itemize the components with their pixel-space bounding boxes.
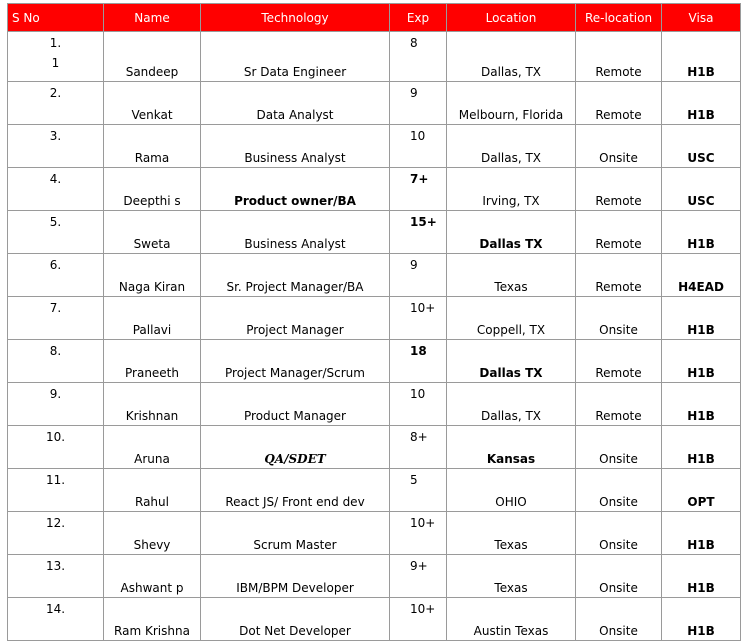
table-row [8, 383, 741, 426]
table-row [8, 125, 741, 168]
cell-name: Rahul [104, 469, 201, 512]
cell-name: Ashwant p [104, 555, 201, 598]
cell-location: Kansas [447, 426, 576, 469]
cell-exp: 5 [390, 469, 447, 512]
cell-visa: USC [662, 168, 741, 211]
cell-relocation: Onsite [576, 125, 662, 168]
header-exp: Exp [390, 4, 447, 32]
cell-name: Sweta [104, 211, 201, 254]
cell-sno: 8. [8, 340, 104, 383]
cell-relocation: Remote [576, 383, 662, 426]
cell-technology: Business Analyst [201, 125, 390, 168]
cell-location: Texas [447, 555, 576, 598]
cell-location: Austin Texas [447, 598, 576, 641]
cell-technology: Dot Net Developer [201, 598, 390, 641]
cell-name: Praneeth [104, 340, 201, 383]
cell-sno: 13. [8, 555, 104, 598]
cell-sno: 11. [8, 469, 104, 512]
cell-exp: 9 [390, 82, 447, 125]
cell-sno: 9. [8, 383, 104, 426]
cell-location: Coppell, TX [447, 297, 576, 340]
cell-sno: 10. [8, 426, 104, 469]
table-row [8, 598, 741, 641]
cell-visa: H1B [662, 32, 741, 82]
cell-sno: 14. [8, 598, 104, 641]
table-row [8, 340, 741, 383]
cell-exp: 10 [390, 125, 447, 168]
cell-technology: Business Analyst [201, 211, 390, 254]
cell-name: Venkat [104, 82, 201, 125]
cell-exp: 7+ [390, 168, 447, 211]
cell-technology: Product Manager [201, 383, 390, 426]
cell-technology: Project Manager [201, 297, 390, 340]
cell-exp: 8+ [390, 426, 447, 469]
candidates-table [7, 3, 741, 641]
cell-technology: Data Analyst [201, 82, 390, 125]
cell-visa: H1B [662, 82, 741, 125]
cell-exp: 10+ [390, 297, 447, 340]
cell-exp: 10+ [390, 598, 447, 641]
table-row [8, 168, 741, 211]
cell-exp: 10 [390, 383, 447, 426]
header-relocation: Re-location [576, 4, 662, 32]
cell-relocation: Onsite [576, 555, 662, 598]
header-name: Name [104, 4, 201, 32]
cell-location: Dallas, TX [447, 32, 576, 82]
cell-technology: Product owner/BA [201, 168, 390, 211]
cell-location: Dallas, TX [447, 125, 576, 168]
cell-sno: 4. [8, 168, 104, 211]
cell-location: Irving, TX [447, 168, 576, 211]
cell-name: Naga Kiran [104, 254, 201, 297]
cell-technology: Sr Data Engineer [201, 32, 390, 82]
cell-name: Rama [104, 125, 201, 168]
cell-visa: H1B [662, 555, 741, 598]
cell-exp: 9 [390, 254, 447, 297]
cell-name: Pallavi [104, 297, 201, 340]
header-sno: S No [8, 4, 104, 32]
cell-name: Shevy [104, 512, 201, 555]
cell-visa: H1B [662, 211, 741, 254]
table-row [8, 469, 741, 512]
cell-relocation: Remote [576, 340, 662, 383]
header-visa: Visa [662, 4, 741, 32]
cell-name: Krishnan [104, 383, 201, 426]
cell-exp: 15+ [390, 211, 447, 254]
cell-sno: 6. [8, 254, 104, 297]
cell-visa: H4EAD [662, 254, 741, 297]
cell-location: Dallas TX [447, 340, 576, 383]
cell-relocation: Remote [576, 254, 662, 297]
cell-sno: 2. [8, 82, 104, 125]
cell-name: Sandeep [104, 32, 201, 82]
header-technology: Technology [201, 4, 390, 32]
cell-relocation: Onsite [576, 469, 662, 512]
cell-sno: 3. [8, 125, 104, 168]
cell-location: Texas [447, 254, 576, 297]
table-row [8, 512, 741, 555]
cell-location: OHIO [447, 469, 576, 512]
cell-visa: H1B [662, 512, 741, 555]
cell-relocation: Remote [576, 32, 662, 82]
cell-location: Dallas TX [447, 211, 576, 254]
cell-relocation: Onsite [576, 297, 662, 340]
table-row [8, 254, 741, 297]
sno-text: 1. [49, 36, 62, 50]
header-location: Location [447, 4, 576, 32]
cell-location: Melbourn, Florida [447, 82, 576, 125]
cell-relocation: Onsite [576, 598, 662, 641]
cell-visa: OPT [662, 469, 741, 512]
cell-location: Dallas, TX [447, 383, 576, 426]
table-row [8, 82, 741, 125]
sno-subtext: 1 [51, 56, 60, 70]
cell-technology: React JS/ Front end dev [201, 469, 390, 512]
cell-technology: QA/SDET [201, 426, 390, 469]
cell-sno: 12. [8, 512, 104, 555]
cell-sno [8, 32, 104, 82]
cell-name: Deepthi s [104, 168, 201, 211]
cell-exp: 18 [390, 340, 447, 383]
table-row [8, 211, 741, 254]
table-row [8, 555, 741, 598]
cell-visa: H1B [662, 426, 741, 469]
table-row [8, 32, 741, 82]
cell-exp: 9+ [390, 555, 447, 598]
cell-visa: H1B [662, 598, 741, 641]
cell-relocation: Remote [576, 168, 662, 211]
cell-sno: 7. [8, 297, 104, 340]
cell-relocation: Remote [576, 211, 662, 254]
cell-visa: H1B [662, 383, 741, 426]
cell-name: Ram Krishna [104, 598, 201, 641]
cell-name: Aruna [104, 426, 201, 469]
cell-technology: Scrum Master [201, 512, 390, 555]
cell-visa: H1B [662, 340, 741, 383]
cell-exp: 10+ [390, 512, 447, 555]
cell-visa: H1B [662, 297, 741, 340]
header-row [8, 4, 741, 32]
cell-relocation: Onsite [576, 512, 662, 555]
cell-technology: Sr. Project Manager/BA [201, 254, 390, 297]
cell-exp: 8 [390, 32, 447, 82]
cell-relocation: Onsite [576, 426, 662, 469]
cell-location: Texas [447, 512, 576, 555]
cell-technology: Project Manager/Scrum [201, 340, 390, 383]
table-row [8, 426, 741, 469]
table-row [8, 297, 741, 340]
cell-sno: 5. [8, 211, 104, 254]
cell-relocation: Remote [576, 82, 662, 125]
cell-technology: IBM/BPM Developer [201, 555, 390, 598]
cell-visa: USC [662, 125, 741, 168]
